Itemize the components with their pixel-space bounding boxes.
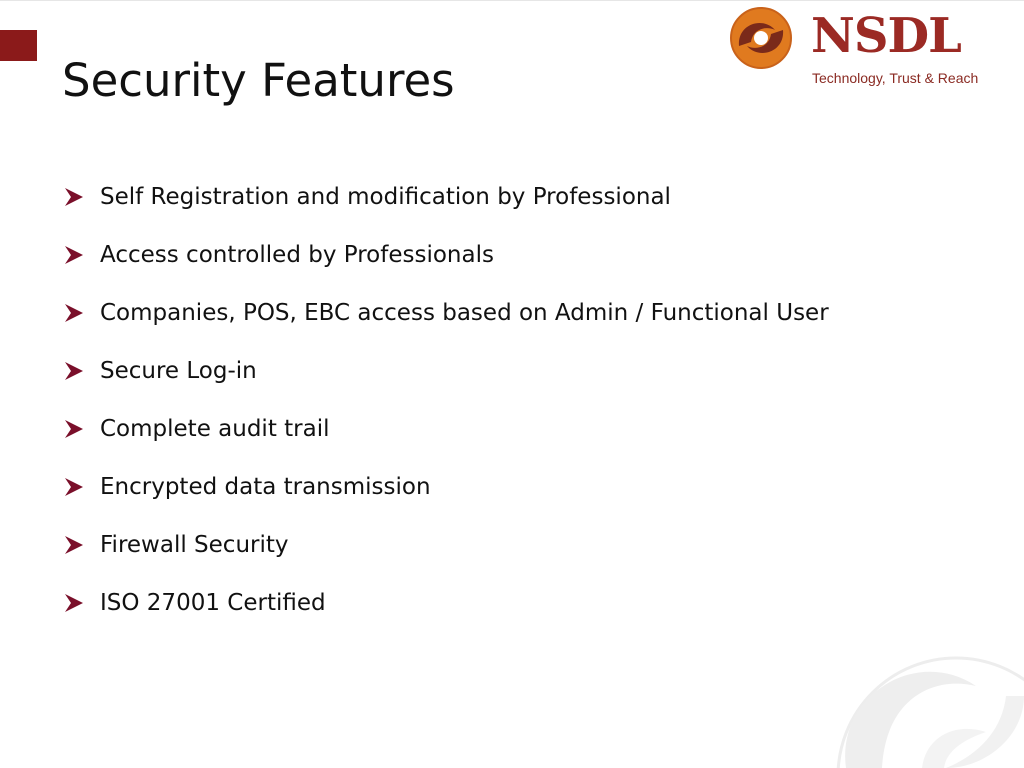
nsdl-logo bbox=[723, 2, 979, 90]
bullet-text: Self Registration and modification by Professional bbox=[100, 184, 671, 210]
bullet-text: Secure Log-in bbox=[100, 358, 257, 384]
corner-accent-square bbox=[0, 30, 37, 61]
logo-tagline: Technology, Trust & Reach bbox=[812, 70, 979, 86]
top-border bbox=[0, 0, 1024, 1]
bullet-list bbox=[62, 176, 829, 640]
bullet-text: ISO 27001 Certified bbox=[100, 590, 326, 616]
logo-wordmark: NSDL bbox=[811, 8, 961, 64]
list-item bbox=[62, 524, 829, 582]
bullet-text: Firewall Security bbox=[100, 532, 289, 558]
arrowhead-bullet-icon bbox=[62, 302, 86, 324]
list-item bbox=[62, 234, 829, 292]
arrowhead-bullet-icon bbox=[62, 186, 86, 208]
nsdl-logo-icon bbox=[723, 2, 803, 72]
arrowhead-bullet-icon bbox=[62, 418, 86, 440]
slide-title: Security Features bbox=[62, 54, 455, 107]
list-item bbox=[62, 408, 829, 466]
list-item bbox=[62, 176, 829, 234]
bullet-text: Complete audit trail bbox=[100, 416, 330, 442]
list-item bbox=[62, 582, 829, 640]
arrowhead-bullet-icon bbox=[62, 534, 86, 556]
arrowhead-bullet-icon bbox=[62, 360, 86, 382]
arrowhead-bullet-icon bbox=[62, 592, 86, 614]
arrowhead-bullet-icon bbox=[62, 244, 86, 266]
bullet-text: Companies, POS, EBC access based on Admin / Functional User bbox=[100, 300, 829, 326]
list-item bbox=[62, 292, 829, 350]
arrowhead-bullet-icon bbox=[62, 476, 86, 498]
bullet-text: Encrypted data transmission bbox=[100, 474, 431, 500]
list-item bbox=[62, 466, 829, 524]
list-item bbox=[62, 350, 829, 408]
bullet-text: Access controlled by Professionals bbox=[100, 242, 494, 268]
nsdl-watermark-icon bbox=[826, 636, 1024, 768]
